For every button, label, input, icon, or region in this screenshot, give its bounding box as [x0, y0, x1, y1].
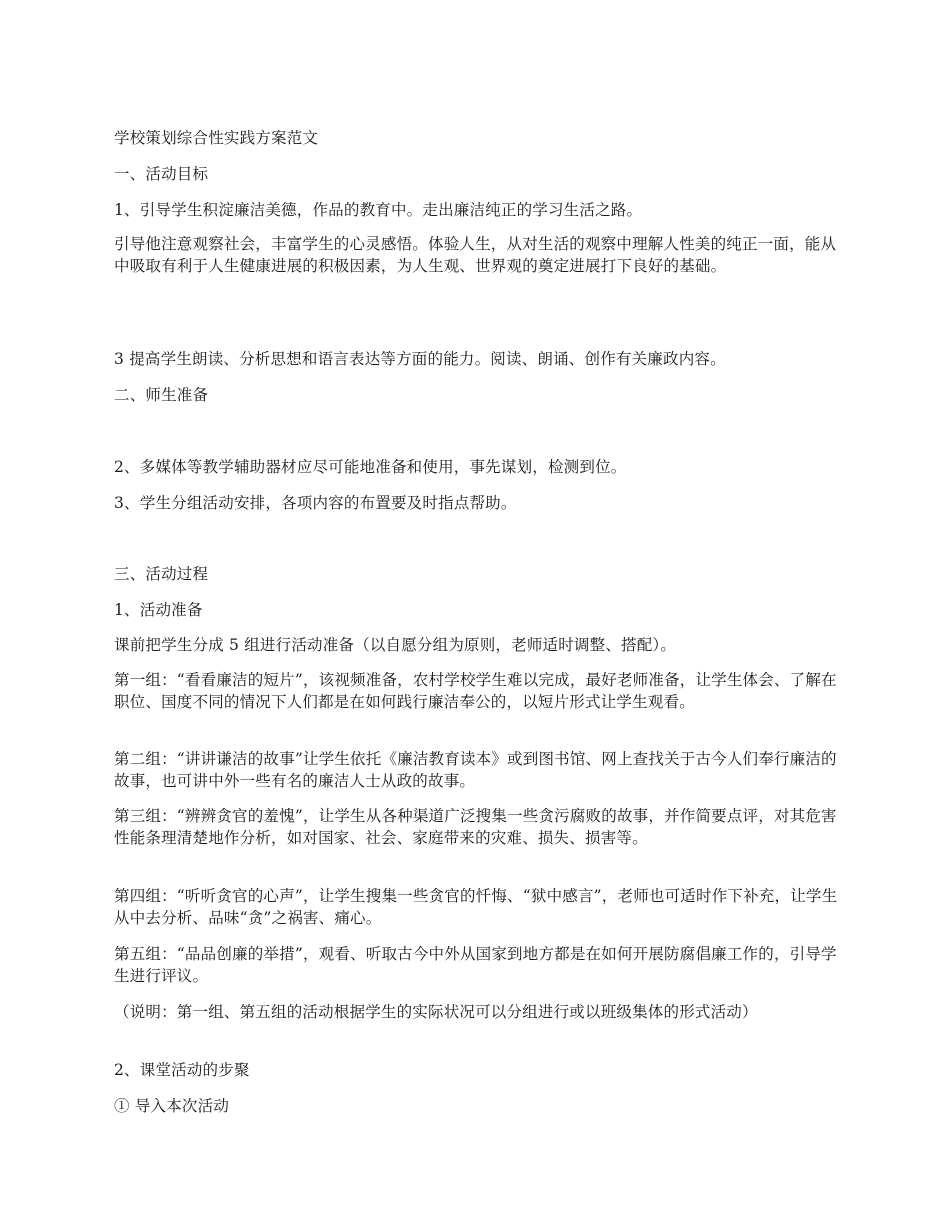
paragraph: 1、引导学生积淀廉洁美德，作品的教育中。走出廉洁纯正的学习生活之路。	[114, 201, 643, 219]
document-title: 学校策划综合性实践方案范文	[114, 129, 319, 147]
paragraph: 引导他注意观察社会，丰富学生的心灵感悟。体验人生，从对生活的观察中理解人性美的纯正一面，能从中吸取有利于人生健康进展的积极因素，为人生观、世界观的奠定进展打下良好的基础。	[114, 235, 837, 275]
paragraph: 3 提高学生朗读、分析思想和语言表达等方面的能力。阅读、朗诵、创作有关廉政内容。	[114, 350, 726, 368]
subheading: 2、课堂活动的步聚	[114, 1061, 250, 1079]
paragraph: 第二组：“讲讲谦洁的故事”让学生依托《廉洁教育读本》或到图书馆、网上查找关于古今人们奉行廉洁的故事，也可讲中外一些有名的廉洁人士从政的故事。	[114, 750, 837, 790]
paragraph: 2、多媒体等教学辅助器材应尽可能地准备和使用，事先谋划，检测到位。	[114, 458, 627, 476]
section-heading-process: 三、活动过程	[114, 565, 209, 583]
paragraph: 第五组：“品品创廉的举措”，观看、听取古今中外从国家到地方都是在如何开展防腐倡廉工作的，引导学生进行评议。	[114, 945, 837, 985]
paragraph: 3、学生分组活动安排，各项内容的布置要及时指点帮助。	[114, 494, 517, 512]
list-item: ① 导入本次活动	[114, 1097, 230, 1115]
section-heading-goals: 一、活动目标	[114, 165, 209, 183]
paragraph: 第三组：“辨辨贪官的羞愧”，让学生从各种渠道广泛搜集一些贪污腐败的故事，并作简要点评，对其危害性能条理清楚地作分析，如对国家、社会、家庭带来的灾难、损失、损害等。	[114, 807, 837, 847]
subheading: 1、活动准备	[114, 601, 203, 619]
paragraph: 课前把学生分成 5 组进行活动准备（以自愿分组为原则，老师适时调整、搭配）。	[114, 636, 677, 654]
paragraph: 第一组：“看看廉洁的短片”，该视频准备，农村学校学生难以完成，最好老师准备，让学生体会、了解在职位、国度不同的情况下人们都是在如何践行廉洁奉公的，以短片形式让学生观看。	[114, 671, 837, 711]
paragraph: 第四组：“听听贪官的心声”，让学生搜集一些贪官的忏悔、“狱中感言”，老师也可适时作下补充，让学生从中去分析、品味“贪”之祸害、痛心。	[114, 887, 838, 927]
paragraph: （说明：第一组、第五组的活动根据学生的实际状况可以分组进行或以班级集体的形式活动）	[114, 1003, 758, 1021]
section-heading-preparation: 二、师生准备	[114, 386, 209, 404]
